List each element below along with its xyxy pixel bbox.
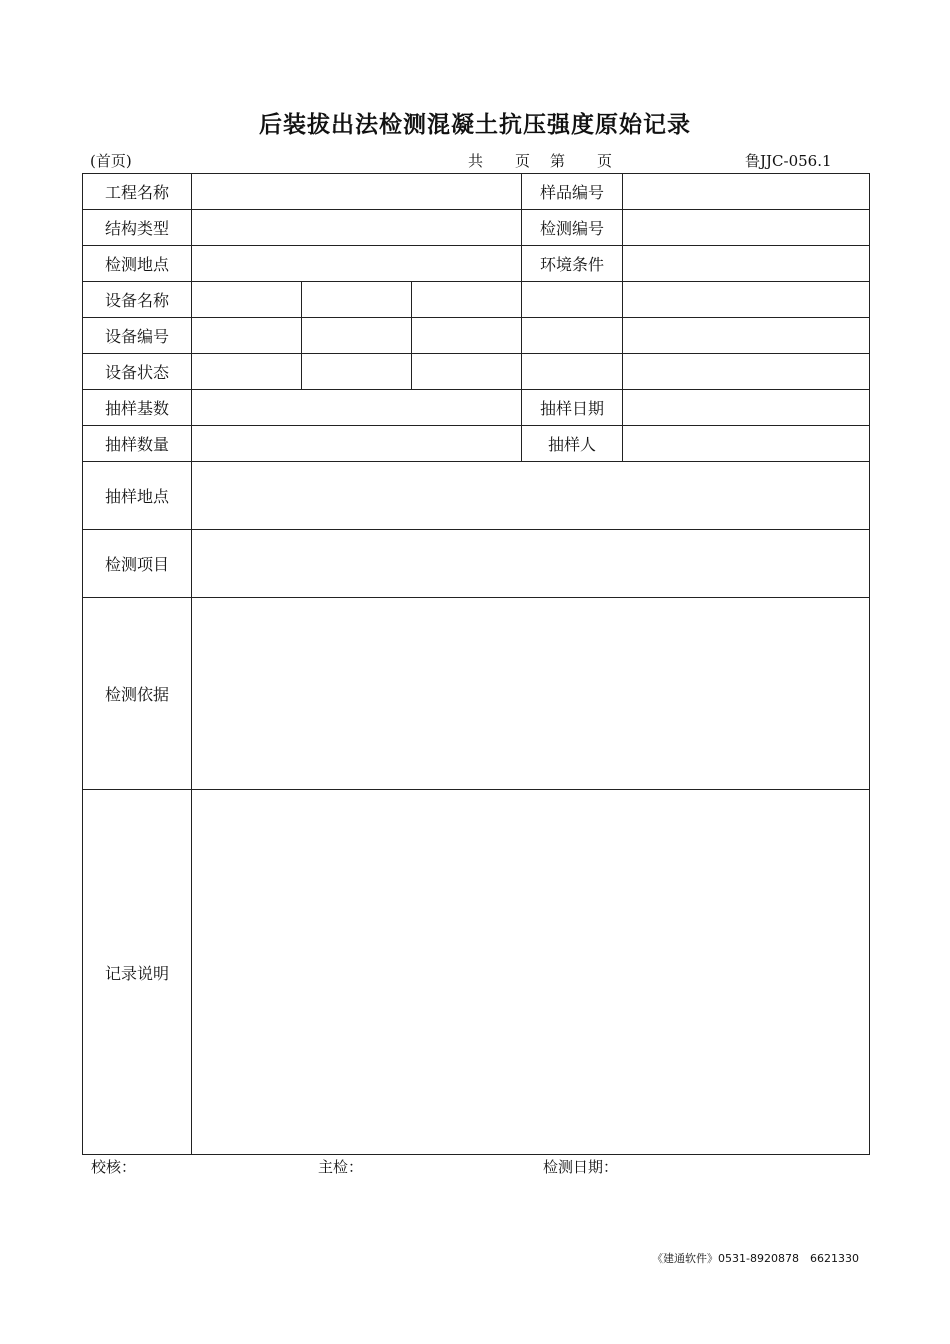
page-label: 页 [515, 152, 531, 170]
record-form [82, 173, 870, 1155]
sampling-base-field[interactable] [192, 390, 522, 426]
page-title: 后装拔出法检测混凝土抗压强度原始记录 [259, 112, 691, 138]
equipment-no-cell-4[interactable] [522, 318, 623, 354]
sampler-label: 抽样人 [522, 426, 623, 462]
sampling-count-label: 抽样数量 [83, 426, 192, 462]
form-code: 鲁JJC-056.1 [745, 152, 832, 170]
sampler-field[interactable] [623, 426, 870, 462]
equipment-name-cell-2[interactable] [302, 282, 412, 318]
equipment-name-cell-4[interactable] [522, 282, 623, 318]
equipment-no-cell-5[interactable] [623, 318, 870, 354]
equipment-name-label: 设备名称 [83, 282, 192, 318]
equipment-status-cell-2[interactable] [302, 354, 412, 390]
software-credit: 《建通软件》0531-8920878 6621330 [652, 1252, 859, 1265]
test-location-field[interactable] [192, 246, 522, 282]
sampling-count-field[interactable] [192, 426, 522, 462]
equipment-no-cell-3[interactable] [412, 318, 522, 354]
structure-type-field[interactable] [192, 210, 522, 246]
env-conditions-label: 环境条件 [522, 246, 623, 282]
page-label-2: 页 [597, 152, 613, 170]
total-label: 共 [468, 152, 484, 170]
checker-label: 校核： [91, 1158, 137, 1176]
equipment-name-cell-1[interactable] [192, 282, 302, 318]
equipment-name-cell-3[interactable] [412, 282, 522, 318]
env-conditions-field[interactable] [623, 246, 870, 282]
test-no-label: 检测编号 [522, 210, 623, 246]
equipment-status-cell-5[interactable] [623, 354, 870, 390]
sampling-base-label: 抽样基数 [83, 390, 192, 426]
equipment-status-cell-4[interactable] [522, 354, 623, 390]
equipment-status-cell-1[interactable] [192, 354, 302, 390]
sample-no-field[interactable] [623, 174, 870, 210]
equipment-no-cell-2[interactable] [302, 318, 412, 354]
equipment-name-cell-5[interactable] [623, 282, 870, 318]
sampling-date-label: 抽样日期 [522, 390, 623, 426]
sample-no-label: 样品编号 [522, 174, 623, 210]
equipment-no-cell-1[interactable] [192, 318, 302, 354]
test-items-field[interactable] [192, 530, 870, 598]
equipment-status-label: 设备状态 [83, 354, 192, 390]
page-note: (首页) [90, 152, 132, 170]
project-name-field[interactable] [192, 174, 522, 210]
test-basis-field[interactable] [192, 598, 870, 790]
project-name-label: 工程名称 [83, 174, 192, 210]
equipment-no-label: 设备编号 [83, 318, 192, 354]
structure-type-label: 结构类型 [83, 210, 192, 246]
test-date-label: 检测日期： [543, 1158, 619, 1176]
sampling-site-field[interactable] [192, 462, 870, 530]
test-basis-label: 检测依据 [83, 598, 192, 790]
record-notes-field[interactable] [192, 790, 870, 1155]
sampling-date-field[interactable] [623, 390, 870, 426]
nth-label: 第 [550, 152, 566, 170]
test-items-label: 检测项目 [83, 530, 192, 598]
test-location-label: 检测地点 [83, 246, 192, 282]
sampling-site-label: 抽样地点 [83, 462, 192, 530]
page-count [468, 150, 612, 171]
inspector-label: 主检： [318, 1158, 364, 1176]
equipment-status-cell-3[interactable] [412, 354, 522, 390]
record-notes-label: 记录说明 [83, 790, 192, 1155]
test-no-field[interactable] [623, 210, 870, 246]
